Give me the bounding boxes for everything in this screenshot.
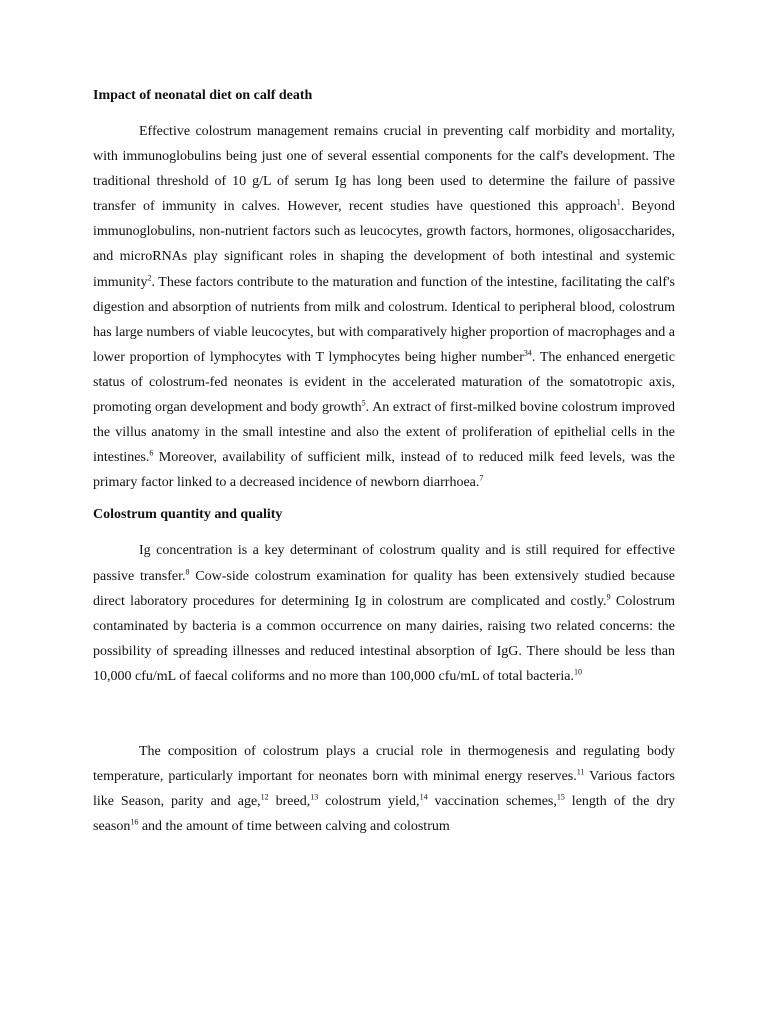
text-run: vaccination schemes, <box>427 794 557 810</box>
section-heading-neonatal-diet: Impact of neonatal diet on calf death <box>93 88 313 103</box>
text-run: . The enhanced energetic status of colostrum-fed neonates is evident in the accelerated maturation of the somatotropic axis, promoting organ development and body growth <box>93 349 675 416</box>
text-run: The composition of colostrum plays a crucial role in thermogenesis and regulating body temperature, particularly important for neonates born with minimal energy reserves. <box>93 743 675 785</box>
reference-number: 7 <box>479 473 484 483</box>
reference-number: 16 <box>130 817 139 827</box>
reference-number: 11 <box>576 767 585 777</box>
paragraph-neonatal-diet <box>93 119 675 495</box>
text-run: . An extract of first-milked bovine colostrum improved the villus anatomy in the small intestine and also the extent of proliferation of epithelial cells in the intestines. <box>93 400 676 466</box>
reference-number: 8 <box>185 566 190 576</box>
reference-number: 5 <box>361 398 366 408</box>
text-run: . Beyond immunoglobulins, non-nutrient factors such as leucocytes, growth factors, hormones, oligosaccharides, and microRNAs play significant roles in shaping the development of both intestinal and systemic immunity <box>93 199 675 290</box>
reference-number: 1 <box>616 197 621 207</box>
reference-number: 10 <box>574 667 583 677</box>
text-run: length of the dry season <box>93 794 676 835</box>
paragraph-colostrum-quality <box>93 538 675 689</box>
text-run: Various factors like Season, parity and age, <box>93 769 675 810</box>
reference-number: 15 <box>556 792 565 802</box>
text-run: and the amount of time between calving and colostrum <box>138 819 450 835</box>
reference-number: 34 <box>523 348 532 358</box>
reference-number: 2 <box>147 272 152 282</box>
document-page <box>93 86 675 839</box>
text-run: Moreover, availability of sufficient milk, instead of to reduced milk feed levels, was the primary factor linked to a decreased incidence of newborn diarrhoea. <box>93 450 675 491</box>
text-run: colostrum yield, <box>318 794 420 810</box>
text-run: Ig concentration is a key determinant of colostrum quality and is still required for effective passive transfer. <box>93 543 675 584</box>
text-run: Colostrum contaminated by bacteria is a common occurrence on many dairies, raising two related concerns: the possibility of spreading illnesses and reduced intestinal absorption of IgG. There should be less than 10,000 cfu/mL of faecal coliforms and no more than 100,000 cfu/mL of total bacteria. <box>93 593 675 684</box>
reference-number: 6 <box>149 448 154 458</box>
paragraph-colostrum-composition <box>93 739 675 839</box>
text-run: Cow-side colostrum examination for quality has been extensively studied because direct laboratory procedures for determining Ig in colostrum are complicated and costly. <box>93 568 675 609</box>
section-heading-colostrum-quality: Colostrum quantity and quality <box>93 507 283 523</box>
reference-number: 13 <box>310 792 319 802</box>
text-run: Effective colostrum management remains crucial in preventing calf morbidity and mortality, with immunoglobulins being just one of several essential components for the calf's development. The traditional threshold of 10 g/L of serum Ig has long been used to determine the failure of passive transfer of immunity in calves. However, recent studies have questioned this approach <box>93 124 675 215</box>
reference-number: 9 <box>606 591 611 601</box>
text-run: . These factors contribute to the maturation and function of the intestine, facilitating the calf's digestion and absorption of nutrients from milk and colostrum. Identical to peripheral blood, colostrum has large numbers of viable leucocytes, but with comparatively higher proportion of macrophages and a lower proportion of lymphocytes with T lymphocytes being higher number <box>93 274 675 365</box>
reference-number: 12 <box>260 792 269 802</box>
reference-number: 14 <box>419 792 428 802</box>
text-run: breed, <box>268 794 311 810</box>
